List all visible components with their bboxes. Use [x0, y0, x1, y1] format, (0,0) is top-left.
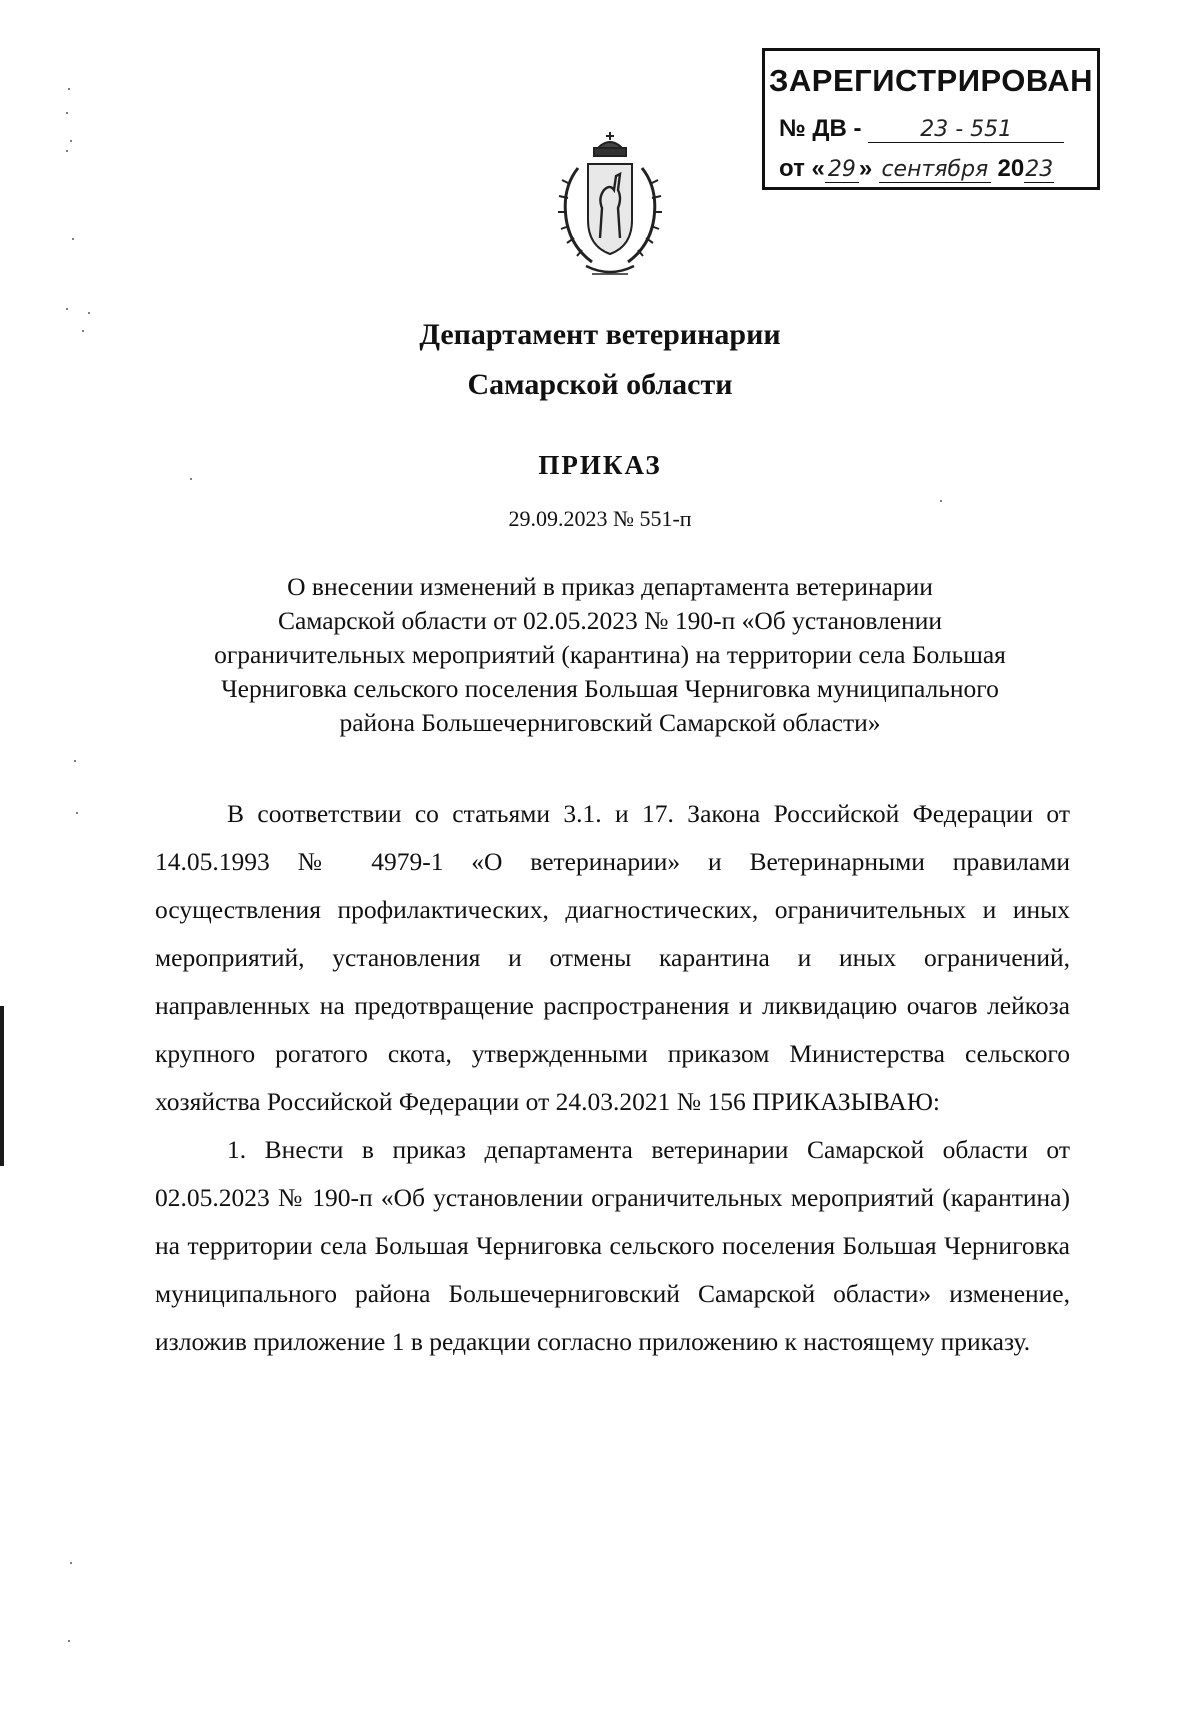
document-subject	[150, 570, 1070, 740]
subject-line: О внесении изменений в приказ департамента ветеринарии	[287, 572, 933, 601]
stamp-date-row	[779, 155, 1083, 183]
scan-edge-mark	[0, 1006, 4, 1166]
subject-line: ограничительных мероприятий (карантина) на территории села Большая	[214, 640, 1006, 669]
stamp-date-month: сентября	[879, 158, 991, 183]
subject-line: Черниговка сельского поселения Большая Черниговка муниципального	[221, 674, 999, 703]
samara-oblast-coat-of-arms-icon	[540, 128, 680, 286]
stamp-title: ЗАРЕГИСТРИРОВАН	[768, 63, 1094, 98]
body-paragraph-item-1: 1. Внести в приказ департамента ветеринарии Самарской области от 02.05.2023 № 190-п «Об установлении ограничительных мероприятий (карантина) на территории села Большая Черниговка сельского поселения Большая Черниговка муниципального района Большечерниговский Самарской области» изменение, изложив приложение 1 в редакции согласно приложению к настоящему приказу.	[155, 1135, 1070, 1356]
stamp-date-year-prefix: 20	[997, 155, 1025, 182]
stamp-date-prefix: от «	[779, 155, 825, 182]
stamp-number-row	[779, 115, 1083, 143]
registration-stamp	[762, 48, 1100, 190]
stamp-date-year-suffix: 23	[1025, 157, 1054, 182]
org-name-line2: Самарской области	[467, 368, 733, 401]
stamp-date-day: 29	[825, 158, 859, 183]
document-type: ПРИКАЗ	[538, 450, 662, 480]
org-name-line1: Департамент ветеринарии	[419, 318, 781, 351]
body-paragraph-preamble: В соответствии со статьями 3.1. и 17. Закона Российской Федерации от 14.05.1993 № 4979-1 «О ветеринарии» и Ветеринарными правилами осуществления профилактических, диагностических, ограничительных и иных мероприятий, установления и отмены карантина и иных ограничений, направленных на предотвращение распространения и ликвидацию очагов лейкоза крупного рогатого скота, утвержденными приказом Министерства сельского хозяйства Российской Федерации от 24.03.2021 № 156 ПРИКАЗЫВАЮ:	[155, 799, 1070, 1116]
subject-line: района Большечерниговский Самарской области»	[339, 708, 881, 737]
stamp-number-value: 23 - 551	[868, 118, 1064, 143]
document-date-number: 29.09.2023 № 551-п	[508, 506, 692, 531]
subject-line: Самарской области от 02.05.2023 № 190-п «Об установлении	[277, 606, 943, 635]
stamp-number-label: № ДВ -	[779, 115, 862, 142]
stamp-date-mid: »	[858, 155, 873, 182]
document-body	[155, 790, 1070, 1366]
